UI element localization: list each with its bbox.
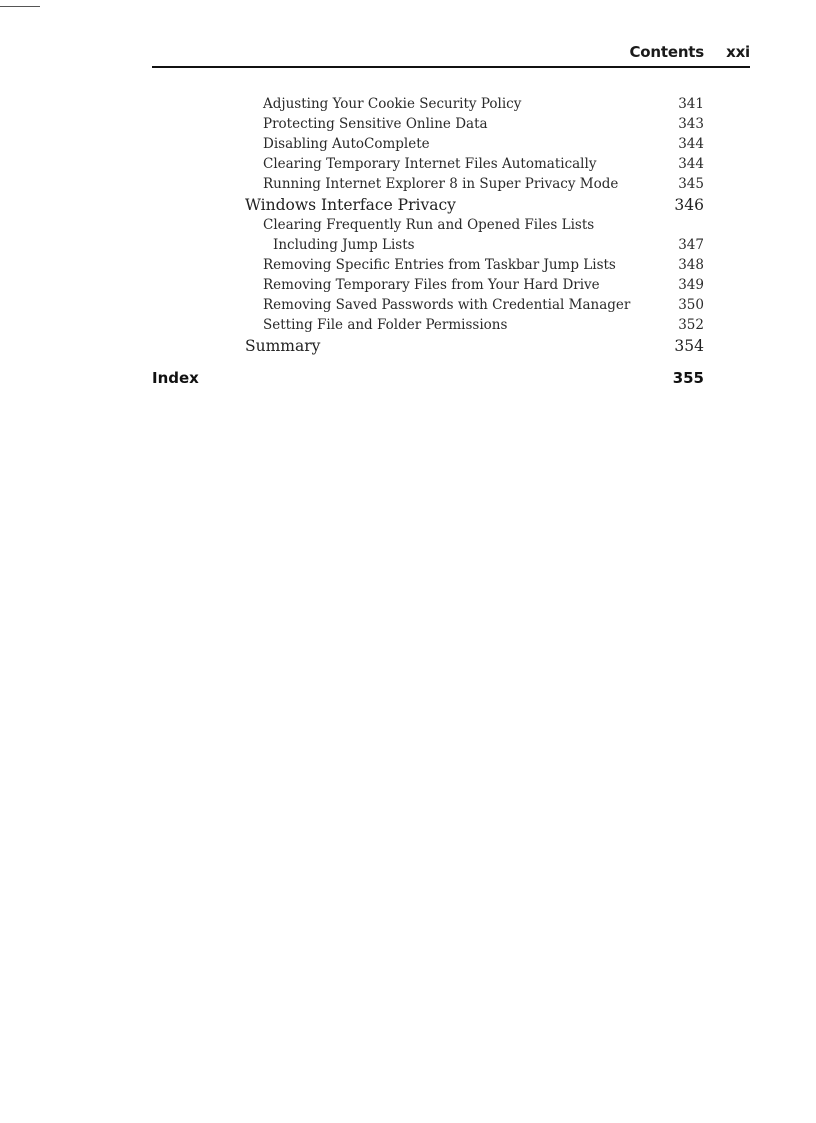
toc-entry-page: 341 bbox=[678, 96, 704, 112]
toc-entry-title: Protecting Sensitive Online Data bbox=[263, 116, 488, 132]
toc-entry-page: 352 bbox=[678, 317, 704, 333]
page-folio: xxi bbox=[726, 43, 750, 61]
toc-section-title: Windows Interface Privacy bbox=[245, 196, 456, 214]
toc-entry-title: Adjusting Your Cookie Security Policy bbox=[263, 96, 522, 112]
crop-mark bbox=[0, 6, 40, 7]
toc-entry-title: Removing Specific Entries from Taskbar Jump Lists bbox=[263, 257, 616, 273]
toc-entry-page: 345 bbox=[678, 176, 704, 192]
toc-chapter-title: Index bbox=[152, 369, 199, 387]
toc-entry-page: 347 bbox=[678, 237, 704, 253]
toc-entry-page: 349 bbox=[678, 277, 704, 293]
toc-section-page: 354 bbox=[674, 337, 704, 355]
running-head-section: Contents bbox=[629, 43, 704, 61]
toc-entry-title: Clearing Frequently Run and Opened Files Lists bbox=[263, 217, 595, 233]
toc-section-page: 346 bbox=[674, 196, 704, 214]
toc-entry-title: Running Internet Explorer 8 in Super Privacy Mode bbox=[263, 176, 619, 192]
toc-entry-page: 344 bbox=[678, 136, 704, 152]
toc-entry-page: 348 bbox=[678, 257, 704, 273]
toc-section-title: Summary bbox=[245, 337, 321, 355]
toc-entry-page: 343 bbox=[678, 116, 704, 132]
toc-entry-page: 344 bbox=[678, 156, 704, 172]
toc-entry-title: Removing Saved Passwords with Credential Manager bbox=[263, 297, 631, 313]
toc-entry-title: Clearing Temporary Internet Files Automatically bbox=[263, 156, 597, 172]
toc-chapter-page: 355 bbox=[672, 369, 704, 387]
toc-entry-page: 350 bbox=[678, 297, 704, 313]
toc-entry-title: Setting File and Folder Permissions bbox=[263, 317, 508, 333]
toc-entry-title: Including Jump Lists bbox=[273, 237, 415, 253]
running-head bbox=[152, 42, 750, 68]
toc-entry-title: Removing Temporary Files from Your Hard Drive bbox=[263, 277, 600, 293]
toc-entry-title: Disabling AutoComplete bbox=[263, 136, 430, 152]
